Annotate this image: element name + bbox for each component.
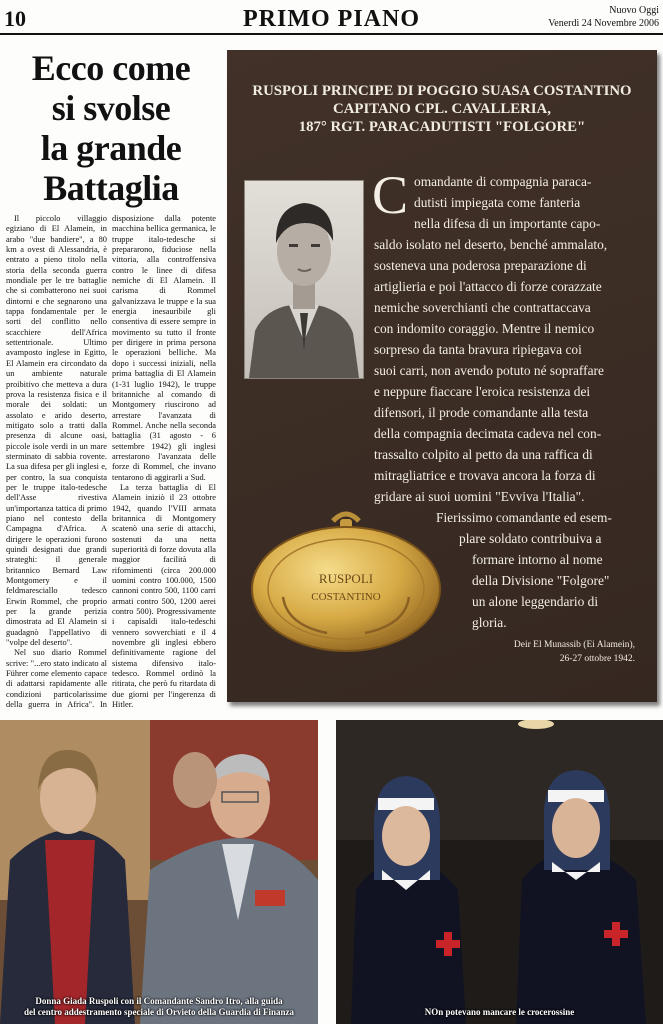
section-title: PRIMO PIANO: [243, 6, 420, 32]
caption-line: del centro addestramento speciale di Orvieto della Guardia di Finanza: [23, 1007, 295, 1017]
paragraph: disposizione dalla potente macchina bellica germanica, le truppe italo-tedesche si prepararono, fiduciose nella vittoria, alla controffensiva contro le linee di difesa nemiche di El Alamein. Il carisma di Rommel galvanizzava le truppe e la sua energia inesauribile gli consentiva di essere sempre in movimento su tutto il fronte per dirigere in prima persona le operazioni belliche. Ma dopo i successi iniziali, nella prima battaglia di El Alamein (1-31 luglio 1942), le truppe britanniche al comando di Montgomery riuscirono ad arrestare l'avanzata di Rommel. Anche nella seconda battaglia (31 agosto - 6 settembre 1942) gli inglesi arrestarono l'avanzata delle forze di Rommel, che invano tentarono di aggirarli a Sud.: [112, 214, 216, 482]
paragraph: Il piccolo villaggio egiziano di El Alamein, in arabo "due bandiere", a 80 km a ovest di Alessandria, è entrato a pieno titolo nella storia della seconda guerra mondiale per le tre battaglie che si combatterono nei suoi dintorni e che segnarono una tappa fondamentale per le sorti del conflitto nello scacchiere dell'Africa settentrionale. Ultimo avamposto inglese in Egitto, El Alamein era circondato da un ambiente naturale proibitivo che metteva a dura prova la resistenza fisica e il morale dei soldati: un assolato e arido deserto, mitigato solo a tratti dalla presenza di alcune oasi, piccole isole verdi in un mare sterminato di sabbia rovente. La sua difesa per gli inglesi e, per contro, la sua conquista per le truppe italo-tedesche dell'Asse rivestiva un'importanza tattica di primo piano nel contesto della Campagna d'Africa. A dirigere le operazioni furono quindi designati due grandi strateghi: il generale britannico Bernard Law Montgomery e il feldmaresciallo tedesco Erwin Rommel, che proprio per la grande perizia dimostrata ad El Alamein si guadagnò l'appellativo di "volpe del deserto".: [6, 214, 107, 648]
photo-image: [336, 720, 663, 1024]
citation-line: nemiche soverchianti che contrattaccava: [374, 300, 591, 315]
citation-line: dutisti impiegata come fanteria: [414, 195, 581, 210]
citation-title-line: CAPITANO CPL. CAVALLERIA,: [333, 101, 551, 117]
issue-date: Venerdì 24 Novembre 2006: [548, 18, 659, 29]
medal-inscription: COSTANTINO: [311, 591, 381, 603]
photo-caption: [0, 996, 318, 1018]
signature-line: 26-27 ottobre 1942.: [559, 654, 635, 664]
citation-line: sosteneva una poderosa preparazione di: [374, 258, 587, 273]
citation-line: suoi carri, non avendo potuto né sopraffare: [374, 363, 604, 378]
citation-line: mitragliatrice e trovava ancora la forza di: [374, 468, 596, 483]
paragraph: La terza battaglia di El Alamein iniziò il 23 ottobre 1942, quando l'VIII armata britannica di Montgomery scatenò una serie di attacchi, sostenuti da una netta superiorità di forze dovuta alla maggior facilità di rifornimenti (circa 200.000 uomini contro 100.000, 1500 cannoni contro 500, 1100 carri armati contro 500, 1200 aerei contro 500). Progressivamente i capisaldi italo-tedeschi vennero sovverchiati e il 4 novembre gli inglesi ebbero definitivamente ragione del sistema difensivo italo-tedesco. Rommel ordinò la ritirata, che però fu ritardata di due giorni per l'ingerenza di Hitler.: [112, 482, 216, 710]
paragraph: Nel suo diario Rommel scrive: "...ero stato indicato al Führer come elemento capace di adattarsi rapidamente alle condizioni particolarissime della guerra in Africa". In: [6, 648, 107, 710]
citation-line: e neppure fiaccare l'eroica resistenza dei: [374, 384, 591, 399]
citation-line: plare soldato contribuiva a: [459, 531, 602, 546]
page-number: 10: [4, 6, 26, 31]
headline-line: Battaglia: [43, 168, 179, 208]
article-column-2: [112, 214, 216, 712]
citation-title-line: 187° RGT. PARACADUTISTI "FOLGORE": [298, 119, 586, 135]
caption-line: Donna Giada Ruspoli con il Comandante Sandro Itro, alla guida: [35, 996, 283, 1006]
citation-line: della compagnia decimata cadeva nel con-: [374, 426, 602, 441]
citation-line: formare intorno al nome: [472, 552, 603, 567]
photo-caption: NOn potevano mancare le crocerossine: [424, 1007, 575, 1017]
header-rule: [0, 33, 663, 35]
citation-line: gridare ai suoi uomini "Evviva l'Italia".: [374, 489, 585, 504]
signature-line: Deir El Munassib (Ei Alamein),: [513, 640, 635, 650]
citation-line: nella difesa di un importante capo-: [414, 216, 601, 231]
citation-line: sorpreso da tanta bravura ripiegava coi: [374, 342, 582, 357]
paragraph: [112, 711, 216, 713]
citation-line: saldo isolato nel deserto, benché ammalato,: [374, 237, 608, 252]
photo-image: [0, 720, 318, 1024]
citation-line: Fierissimo comandante ed esem-: [436, 510, 612, 525]
headline: [6, 48, 216, 208]
citation-panel: [227, 50, 657, 702]
paper-name: Nuovo Oggi: [609, 5, 659, 16]
headline-line: la grande: [40, 128, 182, 168]
drop-cap: C: [372, 165, 409, 225]
citation-line: della Divisione "Folgore": [472, 573, 610, 588]
citation-line: artiglieria e poi l'attacco di forze corazzate: [374, 279, 602, 294]
citation-line: omandante di compagnia paraca-: [414, 174, 592, 189]
photo-crocerossine: [336, 720, 663, 1024]
citation-line: trassalto colpito al petto da una raffica di: [374, 447, 593, 462]
article-column-1: [6, 214, 107, 712]
citation-signature: [514, 638, 635, 666]
headline-line: Ecco come: [31, 48, 191, 88]
citation-title-line: RUSPOLI PRINCIPE DI POGGIO SUASA COSTANTINO: [252, 83, 632, 99]
headline-line: si svolse: [51, 88, 171, 128]
gold-medal: [247, 505, 445, 655]
citation-line: difensori, il prode comandante alla testa: [374, 405, 589, 420]
citation-line: un alone leggendario di: [472, 594, 599, 609]
citation-line: con indomito coraggio. Mentre il nemico: [374, 321, 595, 336]
citation-line: gloria.: [472, 615, 507, 630]
photo-ruspoli-itro: [0, 720, 318, 1024]
medal-inscription: RUSPOLI: [318, 571, 374, 586]
masthead-info: [548, 4, 659, 30]
